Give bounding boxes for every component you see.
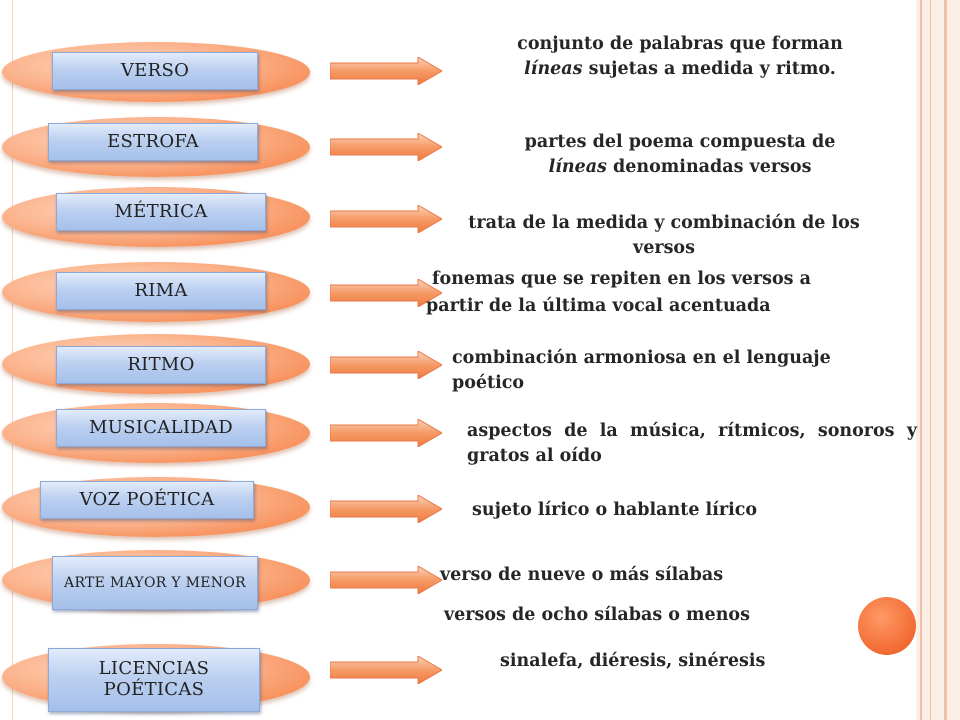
term-label-metrica: MÉTRICA [56, 193, 266, 231]
definition-estrofa [462, 130, 898, 180]
term-label-arte-mayor-menor: ARTE MAYOR Y MENOR [52, 556, 258, 610]
term-label-ritmo: RITMO [56, 346, 266, 384]
definition-text: partes del poema compuesta de [524, 132, 836, 152]
term-label-licencias-poeticas: LICENCIAS POÉTICAS [48, 648, 260, 712]
arrow-icon [330, 133, 442, 161]
definition-italic-word: líneas [548, 157, 607, 177]
definition-arte-menor: versos de ocho sílabas o menos [444, 605, 750, 625]
decorative-orange-circle [858, 597, 916, 655]
right-decorative-border [916, 0, 960, 720]
arrow-icon [330, 351, 442, 379]
arrow-icon [330, 205, 442, 233]
right-border-line [944, 0, 947, 720]
term-label-musicalidad: MUSICALIDAD [56, 409, 266, 447]
definition-rima-line1: fonemas que se repiten en los versos a [432, 269, 811, 289]
definition-arte-mayor: verso de nueve o más sílabas [440, 565, 724, 585]
term-label-rima: RIMA [56, 272, 266, 310]
arrow-icon [330, 495, 442, 523]
definition-musicalidad: aspectos de la música, rítmicos, sonoros y gratos al oído [467, 421, 917, 466]
arrow-icon [330, 566, 442, 594]
arrow-icon [330, 656, 442, 684]
definition-italic-word: líneas [524, 59, 583, 79]
term-label-estrofa: ESTROFA [48, 123, 258, 161]
definition-ritmo: combinación armoniosa en el lenguaje poético [452, 348, 831, 393]
term-label-voz-poetica: VOZ POÉTICA [40, 481, 254, 519]
arrow-icon [330, 419, 442, 447]
right-border-line [930, 0, 931, 720]
definition-text: conjunto de palabras que forman [517, 34, 843, 54]
definition-verso [462, 32, 898, 82]
definition-rima-line2: partir de la última vocal acentuada [426, 296, 771, 316]
definition-text: denominadas versos [606, 157, 812, 177]
definition-text: sujetas a medida y ritmo. [582, 59, 836, 79]
term-label-verso: VERSO [52, 52, 258, 90]
definition-licencias-poeticas: sinalefa, diéresis, sinéresis [500, 651, 766, 671]
definition-metrica: trata de la medida y combinación de los versos [468, 213, 860, 258]
right-border-line [920, 0, 922, 720]
arrow-icon [330, 57, 442, 85]
definition-voz-poetica: sujeto lírico o hablante lírico [472, 500, 758, 520]
